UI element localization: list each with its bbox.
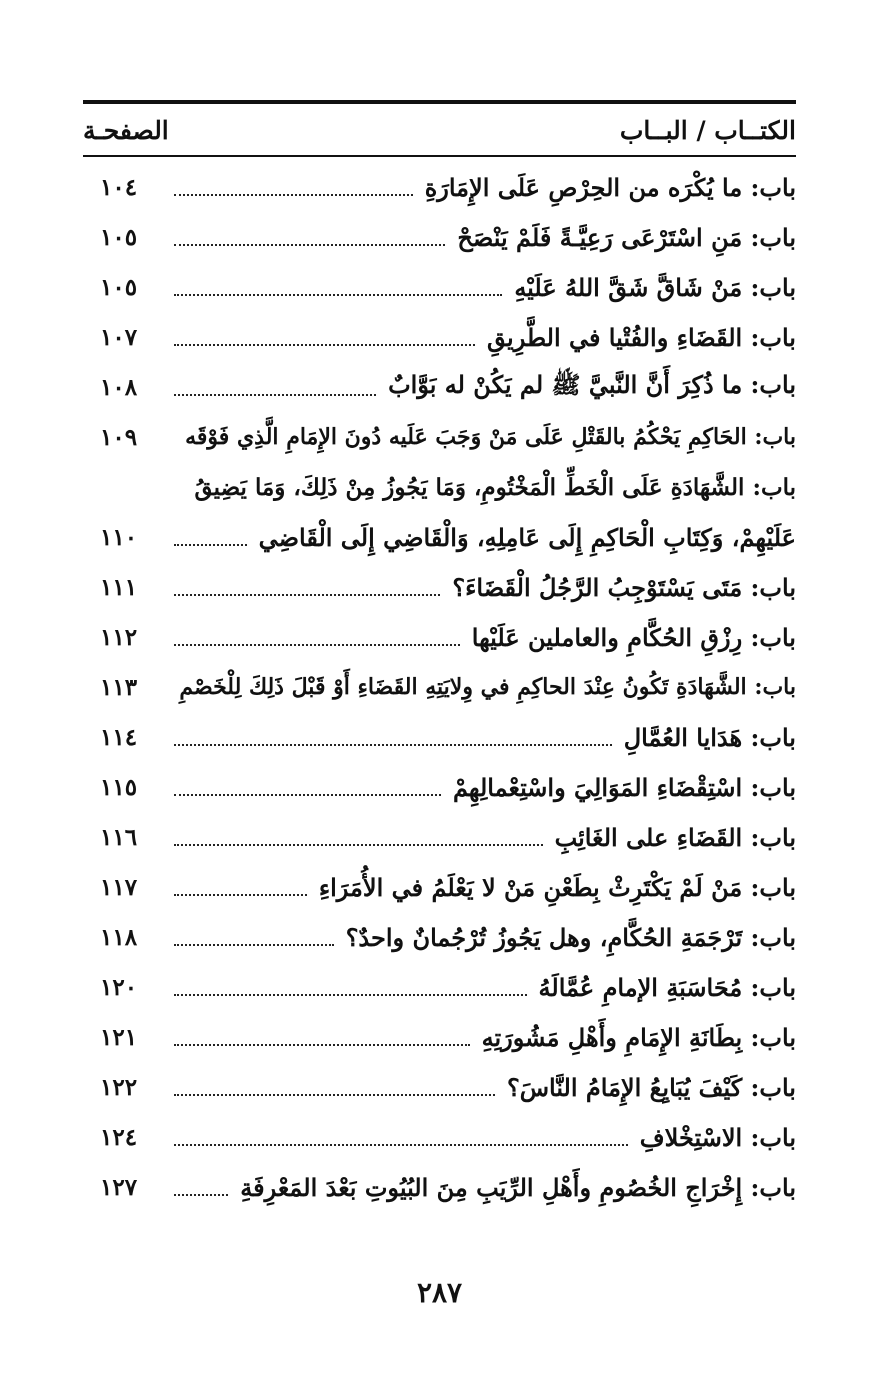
column-page-header: الصفحـة [83,115,169,145]
toc-entry-page: ١١٦ [100,823,138,851]
toc-entry-page: ١٠٥ [100,273,138,301]
toc-entry-page: ١١٨ [100,923,138,951]
toc-entry [100,1012,796,1062]
dot-leader [174,292,502,296]
toc-entry [100,1162,796,1212]
dot-leader [174,1192,228,1196]
dot-leader [174,992,527,996]
toc-entry-page: ١٢٤ [100,1123,138,1151]
toc-entry [100,562,796,612]
toc-entry-title: باب: مَنْ لَمْ يَكْتَرِثْ بِطَعْنِ مَنْ لا يَعْلَمُ في الأُمَرَاءِ [318,872,796,902]
toc-entry-page: ١٠٥ [100,223,138,251]
toc-entry-page: ١٢١ [100,1023,138,1051]
dot-leader [174,1042,470,1046]
toc-entry-page: ١٠٧ [100,323,138,351]
toc-entry-title: عَلَيْهِمْ، وَكِتَابِ الْحَاكِمِ إِلَى عَامِلِهِ، وَالْقَاضِي إِلَى الْقَاضِي [258,522,796,552]
toc-entry [100,462,796,512]
toc-entry-title: باب: مَنِ اسْتَرْعَى رَعِيَّـةً فَلَمْ يَنْصَحْ [457,222,796,252]
toc-entry-title: باب: مَتَى يَسْتَوْجِبُ الرَّجُلُ الْقَضَاءَ؟ [452,572,796,602]
toc-entry [100,212,796,262]
toc-entry [100,362,796,412]
toc-entry [100,862,796,912]
toc-entry [100,912,796,962]
dot-leader [174,192,413,196]
toc-entry-title: باب: تَرْجَمَةِ الحُكَّامِ، وهل يَجُوزُ تُرْجُمانٌ واحدٌ؟ [345,922,796,952]
toc-entry-page: ١١١ [100,573,138,601]
toc-entry-page: ١١٧ [100,873,138,901]
table-header [83,110,796,150]
toc-entry-page: ١٠٨ [100,373,138,401]
toc-entry [100,662,796,712]
toc-entry [100,962,796,1012]
dot-leader [174,892,307,896]
toc-entry-title: باب: إِخْرَاجِ الخُصُومِ وأَهْلِ الرِّيَبِ مِنَ البُيُوتِ بَعْدَ المَعْرِفَةِ [240,1172,796,1202]
toc-entry [100,512,796,562]
toc-entry-title: باب: الشَّهَادَةِ عَلَى الْخَطِّ الْمَخْتُومِ، وَمَا يَجُوزُ مِنْ ذَلِكَ، وَمَا يَضِيقُ [194,473,796,501]
toc-entry-title: باب: الاسْتِخْلافِ [639,1122,796,1152]
toc-entry [100,1062,796,1112]
toc-entry-title: باب: رِزْقِ الحُكَّامِ والعاملين عَلَيْها [471,622,796,652]
toc-entry-page: ١١٥ [100,773,138,801]
toc-entry-page: ١٠٩ [100,423,138,451]
toc-entry-title: باب: بِطَانَةِ الإِمَامِ وأَهْلِ مَشُورَتِهِ [481,1022,796,1052]
table-of-contents [100,162,796,1212]
toc-entry [100,412,796,462]
dot-leader [174,342,475,346]
toc-entry-title: باب: مُحَاسَبَةِ الإمامِ عُمَّالَهُ [538,972,796,1002]
header-top-rule [83,100,796,104]
toc-entry-page: ١١٢ [100,623,138,651]
dot-leader [174,792,441,796]
header-bottom-rule [83,155,796,157]
toc-entry-title: باب: اسْتِقْضَاءِ المَوَالِيَ واسْتِعْمالِهِمْ [452,772,796,802]
toc-entry-title: باب: ما ذُكِرَ أَنَّ النَّبيَّ ﷺ لم يَكُنْ له بَوَّابٌ [388,369,796,399]
toc-entry [100,312,796,362]
toc-entry-page: ١٠٤ [100,173,138,201]
toc-entry [100,762,796,812]
toc-entry-page: ١١٠ [100,523,138,551]
dot-leader [174,742,612,746]
toc-entry [100,812,796,862]
toc-entry-page: ١٢٠ [100,973,138,1001]
column-title-header: الكتــاب / البــاب [619,115,796,145]
dot-leader [174,1142,628,1146]
toc-entry-title: باب: الحَاكِمِ يَحْكُمُ بالقَتْلِ عَلَى مَنْ وَجَبَ عَلَيه دُونَ الإِمَامِ الَّذِي فَوْقَه [185,424,796,450]
dot-leader [174,242,445,246]
toc-entry-title: باب: الشَّهَادَةِ تَكُونُ عِنْدَ الحاكِمِ في وِلايَتِهِ القَضَاءِ أَوْ قَبْلَ ذَلِكَ لِلْخَصْمِ [179,674,796,700]
toc-entry-title: باب: هَدَايا العُمَّالِ [623,722,796,752]
toc-entry-title: باب: مَنْ شَاقَّ شَقَّ اللهُ عَلَيْهِ [514,272,796,302]
dot-leader [174,392,376,396]
toc-entry-title: باب: ما يُكْرَه من الحِرْصِ عَلَى الإِمَارَةِ [424,172,796,202]
toc-entry-page: ١٢٢ [100,1073,138,1101]
toc-entry [100,1112,796,1162]
toc-entry-title: باب: القَضَاءِ على الغَائِبِ [554,822,796,852]
dot-leader [174,842,543,846]
toc-entry [100,162,796,212]
dot-leader [174,542,247,546]
toc-entry [100,262,796,312]
toc-entry-page: ١١٣ [100,673,138,701]
toc-entry [100,612,796,662]
toc-entry-page: ١١٤ [100,723,138,751]
dot-leader [174,942,334,946]
toc-entry [100,712,796,762]
page-number: ٢٨٧ [416,1276,463,1309]
dot-leader [174,592,440,596]
toc-entry-title: باب: القَضَاءِ والفُتْيا في الطَّرِيقِ [487,322,796,352]
dot-leader [174,642,460,646]
dot-leader [174,1092,495,1096]
toc-entry-title: باب: كَيْفَ يُبَايِعُ الإِمَامُ النَّاسَ؟ [506,1072,796,1102]
toc-entry-page: ١٢٧ [100,1173,138,1201]
